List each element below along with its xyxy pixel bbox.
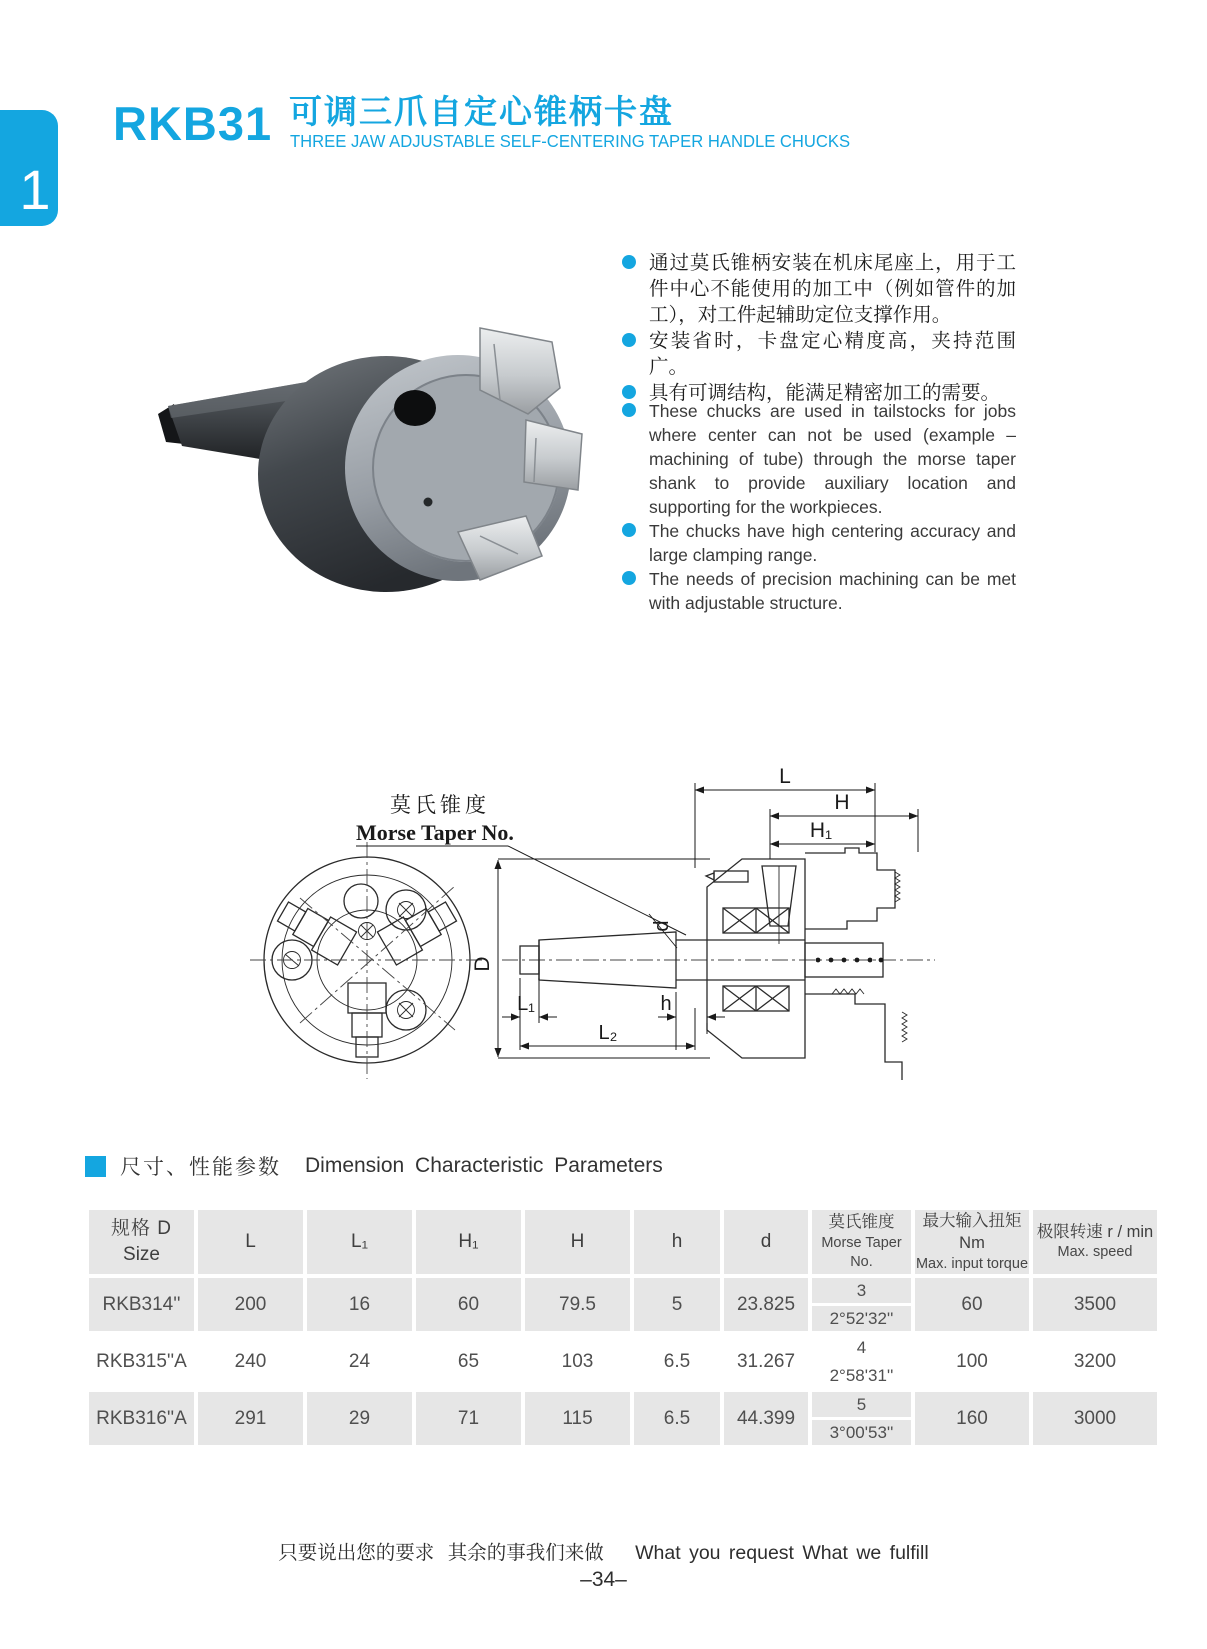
section-heading xyxy=(85,1151,663,1181)
cell-torque: 160 xyxy=(915,1392,1029,1445)
parameters-table xyxy=(85,1206,1161,1449)
list-item xyxy=(622,328,1016,380)
cell-H: 103 xyxy=(561,1350,594,1372)
cell-H1: 65 xyxy=(457,1350,480,1372)
section-title-cn: 尺寸、性能参数 xyxy=(120,1156,281,1179)
cell-size: RKB315''A xyxy=(96,1350,187,1372)
list-item xyxy=(622,250,1016,328)
dim-label-h: h xyxy=(660,993,672,1015)
cell-d: 31.267 xyxy=(736,1350,796,1372)
bullet-icon xyxy=(622,523,636,537)
col-header-torque: 最大输入扭矩 Nm Max. input torque xyxy=(915,1210,1029,1274)
feature-text: 通过莫氏锥柄安装在机床尾座上，用于工件中心不能使用的加工中（例如管件的加工），对工件起辅助定位支撑作用。 xyxy=(649,252,1016,326)
feature-text: The needs of precision machining can be met with adjustable structure. xyxy=(649,569,1016,613)
cell-L1: 16 xyxy=(307,1278,412,1331)
dim-label-L: L xyxy=(779,768,791,788)
bullet-icon xyxy=(622,571,636,585)
cell-size: RKB316''A xyxy=(89,1392,194,1445)
cell-H: 115 xyxy=(525,1392,630,1445)
cell-L1: 24 xyxy=(348,1350,371,1372)
cell-speed: 3500 xyxy=(1033,1278,1157,1331)
bullet-icon xyxy=(622,403,636,417)
cell-speed: 3200 xyxy=(1073,1350,1117,1372)
bullet-icon xyxy=(622,385,636,399)
dim-label-L1: L₁ xyxy=(517,993,535,1015)
col-header-L1: L₁ xyxy=(307,1210,412,1274)
page-number: –34– xyxy=(580,1568,627,1591)
chapter-number: 1 xyxy=(19,158,51,221)
dim-label-d: d xyxy=(651,920,673,932)
col-header-d: d xyxy=(724,1210,808,1274)
dim-label-H1: H₁ xyxy=(809,819,833,842)
cell-torque: 60 xyxy=(915,1278,1029,1331)
list-item xyxy=(622,399,1016,519)
cell-H: 79.5 xyxy=(525,1278,630,1331)
feature-text: The chucks have high centering accuracy and large clamping range. xyxy=(649,521,1016,565)
cell-L: 291 xyxy=(198,1392,303,1445)
cell-morse: 4 2°58'31'' xyxy=(812,1335,911,1388)
model-code: RKB31 xyxy=(113,97,273,150)
cell-h: 6.5 xyxy=(663,1350,691,1372)
feature-list-cn xyxy=(622,250,1016,406)
morse-taper-label-en: Morse Taper No. xyxy=(356,820,514,845)
cell-d: 44.399 xyxy=(724,1392,808,1445)
table-row xyxy=(89,1392,1157,1445)
feature-text: 安装省时，卡盘定心精度高，夹持范围广。 xyxy=(649,330,1016,378)
list-item xyxy=(622,567,1016,615)
cell-torque: 100 xyxy=(956,1350,988,1372)
cell-L: 240 xyxy=(234,1350,267,1372)
cell-h: 5 xyxy=(634,1278,720,1331)
cell-morse: 3 2°52'32'' xyxy=(812,1278,911,1331)
cell-size: RKB314'' xyxy=(89,1278,194,1331)
section-title-en: Dimension Characteristic Parameters xyxy=(305,1154,663,1177)
dim-label-H: H xyxy=(834,791,850,814)
morse-taper-label-cn: 莫氏锥度 xyxy=(390,793,490,817)
cell-H1: 60 xyxy=(416,1278,521,1331)
bullet-icon xyxy=(622,255,636,269)
cell-d: 23.825 xyxy=(724,1278,808,1331)
cell-speed: 3000 xyxy=(1033,1392,1157,1445)
page-title-en: THREE JAW ADJUSTABLE SELF-CENTERING TAPER HANDLE CHUCKS xyxy=(290,131,851,151)
col-header-H: H xyxy=(525,1210,630,1274)
product-photo xyxy=(128,292,588,592)
bullet-icon xyxy=(622,333,636,347)
page-title-cn: 可调三爪自定心锥柄卡盘 xyxy=(289,93,674,130)
col-header-morse: 莫氏锥度 Morse Taper No. xyxy=(812,1210,911,1274)
feature-text: These chucks are used in tailstocks for jobs where center can not be used (example – machining of tube) through the morse taper shank to provide auxiliary location and supporting for the workpieces. xyxy=(649,401,1016,517)
footer-slogan-cn: 只要说出您的要求 其余的事我们来做 xyxy=(278,1542,604,1564)
cell-H1: 71 xyxy=(416,1392,521,1445)
col-header-speed: 极限转速 r / min Max. speed xyxy=(1033,1210,1157,1274)
feature-list-en xyxy=(622,399,1016,615)
dim-label-L2: L₂ xyxy=(598,1022,618,1044)
cell-h: 6.5 xyxy=(634,1392,720,1445)
col-header-h: h xyxy=(634,1210,720,1274)
technical-drawing xyxy=(240,768,1160,1080)
table-row xyxy=(89,1335,1157,1388)
col-header-H1: H₁ xyxy=(416,1210,521,1274)
cell-L: 200 xyxy=(198,1278,303,1331)
section-marker-icon xyxy=(85,1156,106,1177)
cell-L1: 29 xyxy=(307,1392,412,1445)
cell-morse: 5 3°00'53'' xyxy=(812,1392,911,1445)
dim-label-D: D xyxy=(471,956,494,972)
chapter-tab xyxy=(0,110,58,226)
col-header-size: 规格 D Size xyxy=(89,1210,194,1274)
footer-slogan xyxy=(0,1537,1207,1565)
table-row xyxy=(89,1278,1157,1331)
feature-text: 具有可调结构，能满足精密加工的需要。 xyxy=(649,382,1001,404)
table-header-row xyxy=(89,1210,1157,1274)
list-item xyxy=(622,519,1016,567)
col-header-L: L xyxy=(198,1210,303,1274)
footer-slogan-en: What you request What we fulfill xyxy=(635,1542,929,1564)
